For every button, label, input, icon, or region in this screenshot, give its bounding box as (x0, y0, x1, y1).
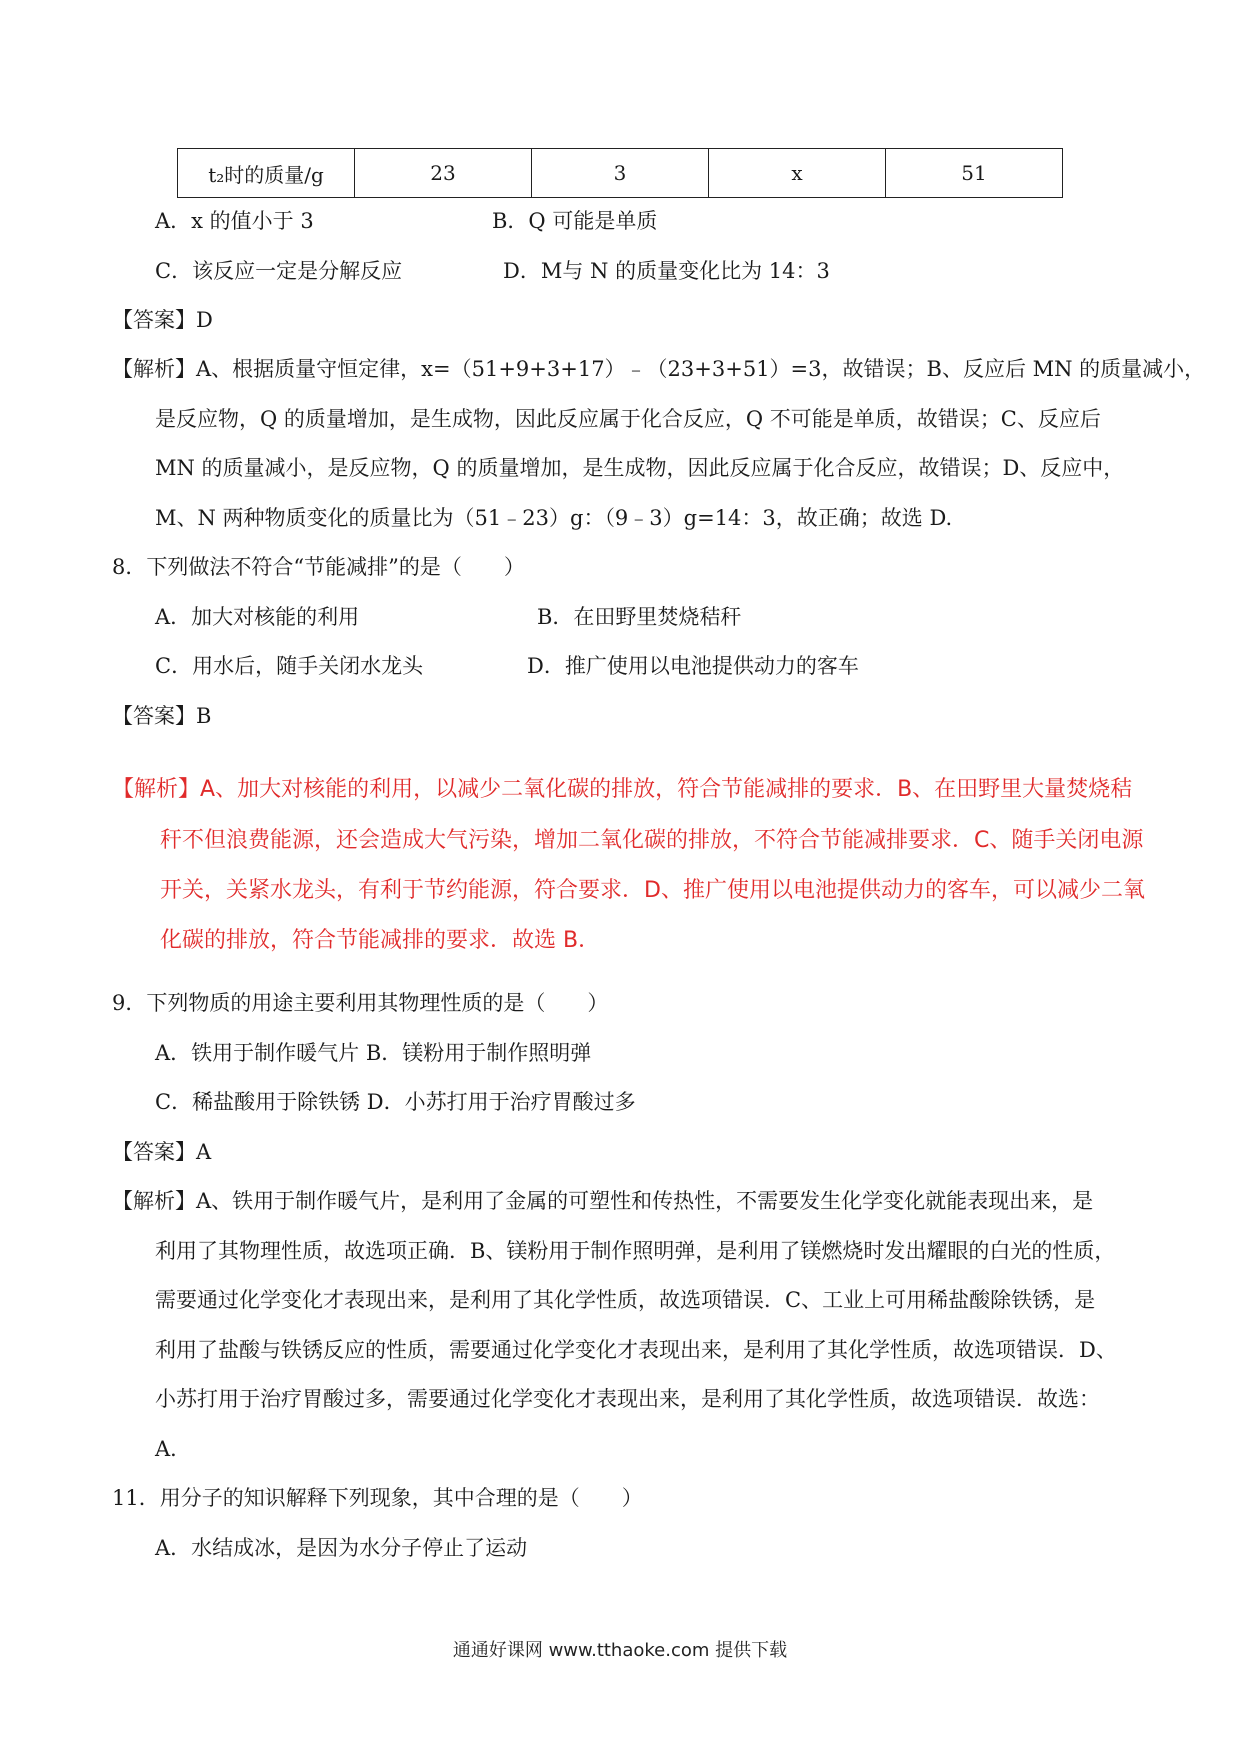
q9-analysis-line (112, 1186, 1093, 1216)
q8-analysis-line: 化碳的排放，符合节能减排的要求．故选 B． (160, 928, 601, 953)
answer-label: 【答案】 (112, 308, 196, 332)
q7-answer (112, 305, 213, 335)
q7-option-c: C．该反应一定是分解反应 (155, 259, 403, 283)
q9-analysis-line: A． (155, 1437, 192, 1461)
answer-value: D (196, 308, 213, 332)
q7-analysis-line: 是反应物，Q 的质量增加，是生成物，因此反应属于化合反应，Q 不可能是单质，故错误；C、反应后 (155, 407, 1101, 431)
q7-analysis-line (112, 354, 1205, 384)
answer-value: A (196, 1140, 212, 1164)
q9-question: 9．下列物质的用途主要利用其物理性质的是（ ） (112, 991, 609, 1015)
q8-option-b: B．在田野里焚烧秸秆 (537, 605, 742, 629)
q8-question: 8．下列做法不符合“节能减排”的是（ ） (112, 555, 525, 579)
q7-option-d: D．M与 N 的质量变化比为 14：3 (503, 259, 830, 283)
q8-option-c: C．用水后，随手关闭水龙头 (155, 654, 424, 678)
q11-option-a: A．水结成冰，是因为水分子停止了运动 (155, 1536, 528, 1560)
q9-analysis-line: 需要通过化学变化才表现出来，是利用了其化学性质，故选项错误．C、工业上可用稀盐酸除铁锈，是 (155, 1288, 1096, 1312)
q9-analysis-line: 小苏打用于治疗胃酸过多，需要通过化学变化才表现出来，是利用了其化学性质，故选项错误．故选： (155, 1387, 1100, 1411)
q9-analysis-line: 利用了盐酸与铁锈反应的性质，需要通过化学变化才表现出来，是利用了其化学性质，故选项错误．D、 (155, 1338, 1117, 1362)
q8-option-a: A．加大对核能的利用 (155, 605, 360, 629)
analysis-label: 【解析】 (112, 357, 196, 381)
q9-options-cd: C．稀盐酸用于除铁锈 D．小苏打用于治疗胃酸过多 (155, 1090, 636, 1114)
table-row-label: t₂时的质量/g (178, 149, 355, 198)
analysis-label: 【解析】 (112, 1189, 196, 1213)
q8-analysis-line (112, 775, 1132, 805)
q9-analysis-line: 利用了其物理性质，故选项正确．B、镁粉用于制作照明弹，是利用了镁燃烧时发出耀眼的白光的性质， (155, 1239, 1116, 1263)
q7-analysis-line: M、N 两种物质变化的质量比为（51﹣23）g：（9﹣3）g=14：3，故正确；故选 D. (155, 506, 953, 530)
q8-analysis-line: 秆不但浪费能源，还会造成大气污染，增加二氧化碳的排放，不符合节能减排要求．C、随手关闭电源 (160, 828, 1144, 853)
table-cell: 23 (355, 149, 532, 198)
answer-value: B (196, 704, 212, 728)
table-cell: 3 (532, 149, 709, 198)
q7-analysis-line: MN 的质量减小，是反应物，Q 的质量增加，是生成物，因此反应属于化合反应，故错误；D、反应中， (155, 456, 1125, 480)
analysis-text: A、铁用于制作暖气片，是利用了金属的可塑性和传热性，不需要发生化学变化就能表现出来，是 (196, 1189, 1094, 1213)
analysis-text: A、加大对核能的利用，以减少二氧化碳的排放，符合节能减排的要求．B、在田野里大量焚烧秸 (200, 777, 1133, 802)
table-cell: x (709, 149, 886, 198)
q8-option-d: D．推广使用以电池提供动力的客车 (527, 654, 859, 678)
q9-options-ab: A．铁用于制作暖气片 B．镁粉用于制作照明弹 (155, 1041, 592, 1065)
table-cell: 51 (886, 149, 1063, 198)
answer-label: 【答案】 (112, 704, 196, 728)
mass-table (177, 148, 1063, 198)
q8-analysis-line: 开关，关紧水龙头，有利于节约能源，符合要求．D、推广使用以电池提供动力的客车，可以减少二氧 (160, 878, 1145, 903)
page-footer: 通通好课网 www.tthaoke.com 提供下载 (452, 1640, 788, 1661)
analysis-label: 【解析】 (112, 777, 201, 802)
q8-answer (112, 701, 211, 731)
q9-answer (112, 1137, 211, 1167)
analysis-text: A、根据质量守恒定律，x=（51+9+3+17）﹣（23+3+51）=3，故错误；B、反应后 MN 的质量减小， (196, 357, 1206, 381)
q7-option-b: B．Q 可能是单质 (492, 209, 658, 233)
q11-question: 11．用分子的知识解释下列现象，其中合理的是（ ） (112, 1486, 643, 1510)
table-row (178, 149, 1063, 198)
answer-label: 【答案】 (112, 1140, 196, 1164)
q7-option-a: A．x 的值小于 3 (155, 209, 314, 233)
